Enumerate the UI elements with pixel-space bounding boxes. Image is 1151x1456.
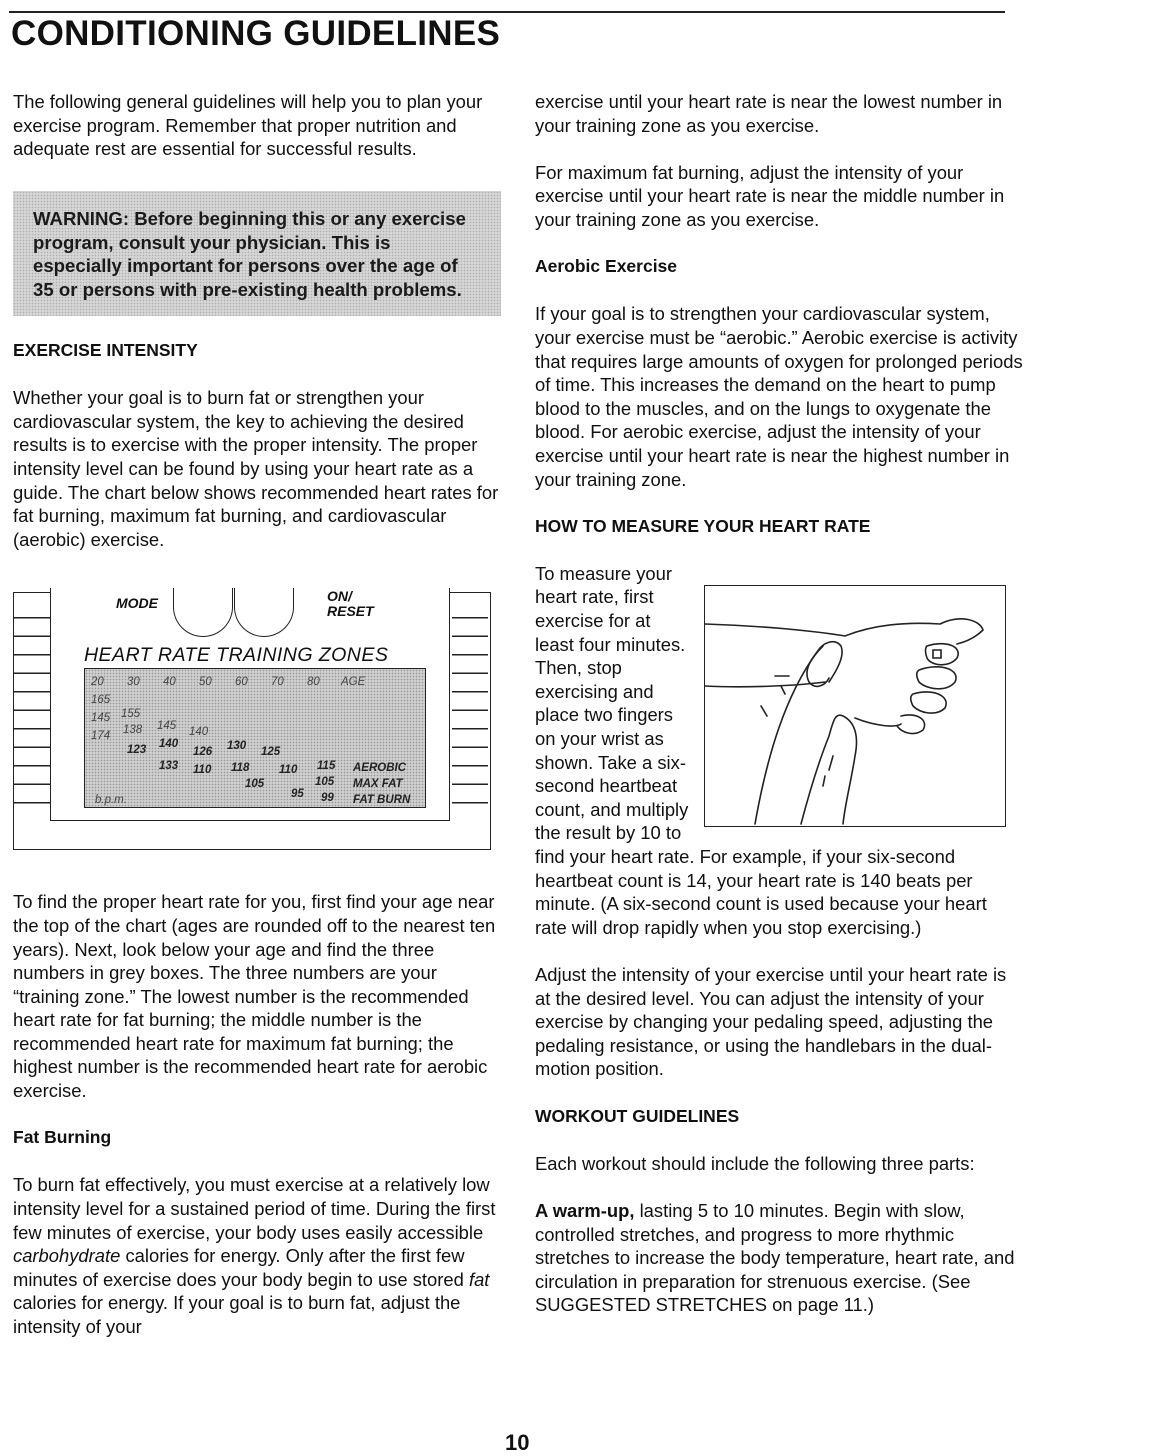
- continued-paragraph: exercise until your heart rate is near the lowest number in your training zone as you exercise.: [535, 91, 1003, 136]
- zone-value: 118: [231, 762, 250, 775]
- on-reset-button[interactable]: [234, 588, 294, 637]
- zone-value: 110: [193, 764, 212, 777]
- page-number: 10: [505, 1430, 530, 1455]
- bpm-label: b.p.m.: [95, 794, 127, 807]
- zone-value: 105: [315, 776, 335, 789]
- aerobic-paragraph: If your goal is to strengthen your cardiovascular system, your exercise must be “aerobic.” Aerobic exercise is activity that requires large amounts of oxygen for prolonged periods of time. This increases the demand on the heart to pump blood to the muscles, and on the lungs to oxygenate the blood. For aerobic exercise, adjust the intensity of your exercise until your heart rate is near the highest number in your training zone.: [535, 303, 1023, 490]
- console-panel: [50, 588, 450, 821]
- zones-title: HEART RATE TRAINING ZONES: [84, 644, 389, 667]
- zone-value: 165: [91, 694, 111, 707]
- right-column: [535, 90, 1023, 1317]
- zone-value: 140: [159, 738, 179, 751]
- on-label: ON/: [327, 588, 352, 605]
- max-fat-paragraph: For maximum fat burning, adjust the intensity of your exercise until your heart rate is near the middle number in your training zone as you exercise.: [535, 161, 1005, 230]
- max-fat-label: MAX FAT: [353, 778, 403, 791]
- age-40: 40: [163, 676, 176, 689]
- aerobic-heading: Aerobic Exercise: [535, 256, 678, 277]
- zone-value: 130: [227, 740, 247, 753]
- zone-value: 155: [121, 708, 141, 721]
- adjust-paragraph: Adjust the intensity of your exercise until your heart rate is at the desired level. You can adjust the intensity of your exercise by changing your pedaling speed, adjusting the pedaling resistance, or using the handlebars in the dual-motion position.: [535, 963, 1007, 1080]
- age-60: 60: [235, 676, 248, 689]
- zone-value: 123: [127, 744, 147, 757]
- zone-value: 133: [159, 760, 179, 773]
- zone-value: 138: [123, 724, 143, 737]
- zone-value: 145: [91, 712, 111, 725]
- find-heart-rate-paragraph: To find the proper heart rate for you, first find your age near the top of the chart (ages are rounded off to the nearest ten years). Next, look below your age and find the three numbers in grey boxes. The three numbers are your “training zone.” The lowest number is the recommended heart rate for fat burning; the middle number is the recommended heart rate for maximum fat burning; the highest number is the recommended heart rate for aerobic exercise.: [13, 891, 496, 1102]
- workout-intro: Each workout should include the following three parts:: [535, 1152, 975, 1174]
- measure-paragraph: To measure your heart rate, first exercise for at least four minutes. Then, stop exercising and place two fingers on your wrist as shown. Take a six-second heartbeat count, and multiply the result by 10 to find your heart rate. For example, if your six-second heartbeat count is 14, your heart rate is 140 beats per minute. (A six-second count is used because your heart rate will drop rapidly when you stop exercising.): [535, 562, 987, 938]
- console-right-grille: [452, 600, 488, 818]
- zone-value: 105: [245, 778, 265, 791]
- fat-burn-label: FAT BURN: [353, 794, 411, 807]
- zone-value: 174: [91, 730, 111, 743]
- age-50: 50: [199, 676, 212, 689]
- zone-value: 125: [261, 746, 281, 759]
- zone-value: 95: [291, 788, 304, 801]
- zone-value: 126: [193, 746, 213, 759]
- age-30: 30: [127, 676, 140, 689]
- age-70: 70: [271, 676, 284, 689]
- age-80: 80: [307, 676, 320, 689]
- reset-label: RESET: [327, 603, 374, 620]
- exercise-intensity-paragraph: Whether your goal is to burn fat or strengthen your cardiovascular system, the key to achieving the desired results is to exercise with the proper intensity. The proper intensity level can be found by using your heart rate as a guide. The chart below shows recommended heart rates for fat burning, maximum fat burning, and cardiovascular (aerobic) exercise.: [13, 387, 499, 550]
- heart-rate-console-figure: [13, 588, 491, 850]
- training-zones-chart: [84, 668, 426, 808]
- left-column: [13, 90, 501, 1339]
- intro-paragraph: The following general guidelines will help you to plan your exercise program. Remember that proper nutrition and adequate rest are essential for successful results.: [13, 91, 483, 160]
- age-20: 20: [91, 676, 104, 689]
- zone-value: 99: [321, 792, 334, 805]
- page-title: CONDITIONING GUIDELINES: [11, 14, 501, 53]
- console-left-grille: [14, 600, 50, 818]
- zone-value: 115: [317, 760, 336, 773]
- aerobic-label: AEROBIC: [353, 762, 407, 775]
- zone-value: 140: [189, 726, 209, 739]
- measure-heading: HOW TO MEASURE YOUR HEART RATE: [535, 515, 871, 536]
- fat-burning-heading: Fat Burning: [13, 1127, 112, 1148]
- exercise-intensity-heading: EXERCISE INTENSITY: [13, 339, 198, 360]
- age-label: AGE: [341, 676, 366, 689]
- mode-button[interactable]: [173, 588, 233, 637]
- warm-up-paragraph: A warm-up, lasting 5 to 10 minutes. Begin with slow, controlled stretches, and progress to more rhythmic stretches to increase the body temperature, heart rate, and circulation in preparation for strenuous exercise. (See SUGGESTED STRETCHES on page 11.): [535, 1199, 1015, 1316]
- zone-value: 145: [157, 720, 177, 733]
- mode-label: MODE: [116, 595, 158, 612]
- warning-box: WARNING: Before beginning this or any exercise program, consult your physician. This is especially important for persons over the age of 35 or persons with pre-existing health problems.: [13, 191, 501, 316]
- top-rule: [9, 11, 1005, 13]
- fat-burning-paragraph: To burn fat effectively, you must exercise at a relatively low intensity level for a sustained period of time. During the first few minutes of exercise, your body uses easily accessible carbohydrate calories for energy. Only after the first few minutes of exercise does your body begin to use stored fat calories for energy. If your goal is to burn fat, adjust the intensity of your: [13, 1174, 496, 1337]
- wrist-pulse-illustration: [704, 585, 1006, 827]
- measure-section: [535, 562, 1023, 940]
- workout-guidelines-heading: WORKOUT GUIDELINES: [535, 1105, 740, 1126]
- zone-value: 110: [279, 764, 298, 777]
